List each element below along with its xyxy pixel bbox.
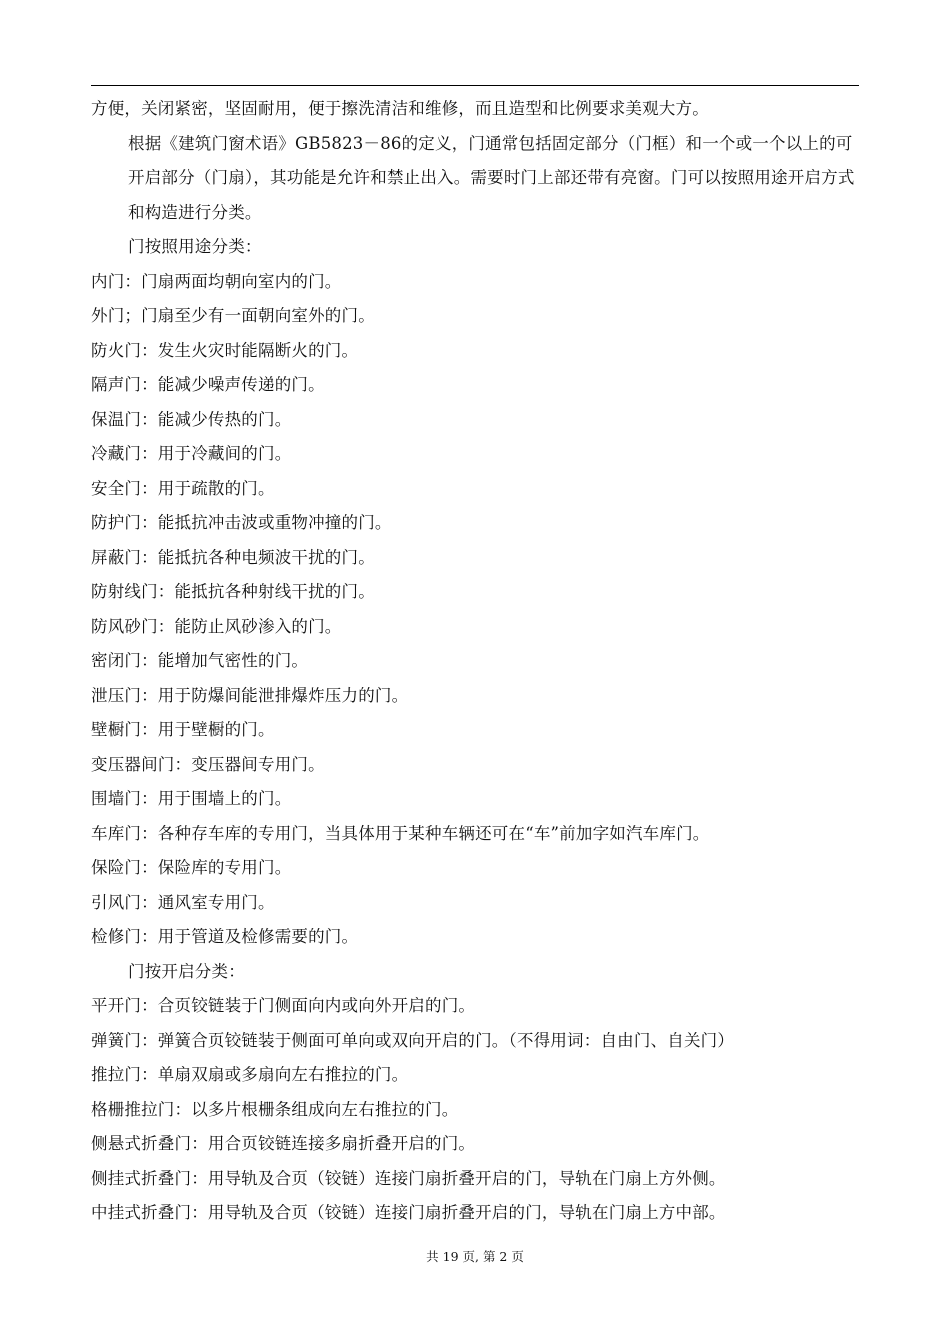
list-item: 推拉门：单扇双扇或多扇向左右推拉的门。 [91,1065,409,1084]
intro-continuation: 方便，关闭紧密，坚固耐用，便于擦洗清洁和维修，而且造型和比例要求美观大方。 [91,99,709,118]
list-item: 引风门：通风室专用门。 [91,892,275,912]
list-item: 弹簧门：弹簧合页铰链装于侧面可单向或双向开启的门。（不得用词：自由门、自关门） [91,1030,735,1050]
section-heading-by-use: 门按照用途分类： [128,237,262,256]
list-item: 保温门：能减少传热的门。 [91,409,292,429]
list-item: 密闭门：能增加气密性的门。 [91,651,309,670]
section-heading-by-opening: 门按开启分类： [128,961,245,981]
list-item: 内门：门扇两面均朝向室内的门。 [91,271,342,291]
list-item: 变压器间门：变压器间专用门。 [91,754,325,774]
list-item: 保险门：保险库的专用门。 [91,858,292,877]
document-body [91,92,861,1231]
list-item: 侧挂式折叠门：用导轨及合页（铰链）连接门扇折叠开启的门，导轨在门扇上方外侧。 [91,1168,726,1188]
list-item: 检修门：用于管道及检修需要的门。 [91,927,359,946]
list-item: 中挂式折叠门：用导轨及合页（铰链）连接门扇折叠开启的门，导轨在门扇上方中部。 [91,1203,726,1222]
by-use-list [91,265,861,955]
list-item: 侧悬式折叠门：用合页铰链连接多扇折叠开启的门。 [91,1134,476,1153]
list-item: 壁橱门：用于壁橱的门。 [91,720,275,739]
list-item: 平开门：合页铰链装于门侧面向内或向外开启的门。 [91,996,476,1015]
list-item: 冷藏门：用于冷藏间的门。 [91,444,292,463]
list-item: 屏蔽门：能抵抗各种电频波干扰的门。 [91,547,375,567]
list-item: 车库门：各种存车库的专用门，当具体用于某种车辆还可在“车”前加字如汽车库门。 [91,823,710,843]
list-item: 防风砂门：能防止风砂渗入的门。 [91,616,342,636]
list-item: 防火门：发生火灾时能隔断火的门。 [91,340,359,360]
list-item: 防护门：能抵抗冲击波或重物冲撞的门。 [91,513,392,532]
list-item: 防射线门：能抵抗各种射线干扰的门。 [91,582,375,601]
page-footer: 共 19 页, 第 2 页 [426,1249,524,1264]
list-item: 泄压门：用于防爆间能泄排爆炸压力的门。 [91,685,409,705]
list-item: 安全门：用于疏散的门。 [91,478,275,498]
by-opening-list [91,989,861,1231]
header-rule [91,85,859,86]
list-item: 围墙门：用于围墙上的门。 [91,789,292,808]
definition-paragraph: 根据《建筑门窗术语》GB5823－86的定义，门通常包括固定部分（门框）和一个或一个以上的可开启部分（门扇），其功能是允许和禁止出入。需要时门上部还带有亮窗。门可以按照用途开启方式和构造进行分类。 [128,133,855,222]
list-item: 隔声门：能减少噪声传递的门。 [91,375,325,394]
list-item: 外门；门扇至少有一面朝向室外的门。 [91,306,375,325]
list-item: 格栅推拉门：以多片根栅条组成向左右推拉的门。 [91,1099,459,1119]
